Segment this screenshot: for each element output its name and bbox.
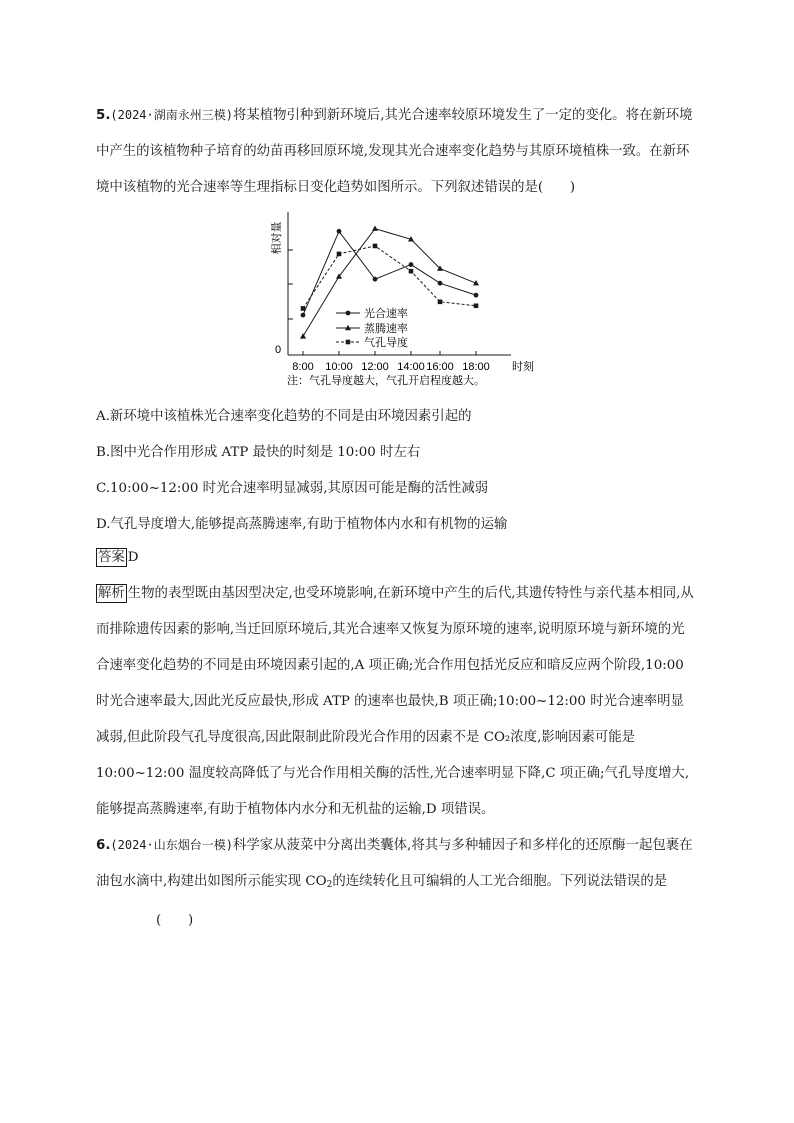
analysis-text: 生物的表型既由基因型决定,也受环境影响,在新环境中产生的后代,其遗传特性与亲代基本相同,从而排除遗传因素的影响,当迁回原环境后,其光合速率又恢复为原环境的速率,说明原环境与新环境的光合速率变化趋势的不同是由环境因素引起的,A 项正确;光合作用包括光反应和暗反应两个阶段,10:00 时光合速率最大,因此光反应最快,形成 ATP 的速率也最快,B 项正确;10:00~12:00 时光合速率明显减弱,但此阶段气孔导度很高,因此限制此阶段光合作用的因素不是 CO₂浓度,影响因素可能是 10:00~12:00 温度较高降低了与光合作用相关酶的活性,光合速率明显下降,C 项正确;气孔导度增大,能够提高蒸腾速率,有助于植物体内水分和无机盐的运输,D 项错误。 (96, 586, 694, 817)
option-d: D.气孔导度增大,能够提高蒸腾速率,有助于植物体内水和有机物的运输 (96, 517, 508, 532)
data-point-光合速率-16:00 (438, 281, 443, 286)
answer-value: D (127, 550, 139, 565)
option-a: A.新环境中该植株光合速率变化趋势的不同是由环境因素引起的 (96, 409, 472, 424)
legend-marker-气孔导度 (346, 340, 351, 345)
question-6-source: (2024·山东烟台一模) (110, 838, 233, 852)
data-point-光合速率-8:00 (301, 313, 306, 318)
data-point-蒸腾速率-12:00 (372, 225, 378, 230)
analysis-block (96, 576, 696, 828)
data-point-气孔导度-12:00 (373, 244, 378, 249)
x-tick-label-18:00: 18:00 (462, 361, 490, 373)
data-point-气孔导度-8:00 (301, 306, 306, 311)
series-line-蒸腾速率 (303, 229, 476, 337)
question-5-number: 5. (96, 108, 111, 123)
daily-variation-chart (268, 212, 534, 394)
x-tick-label-16:00: 16:00 (426, 361, 454, 373)
analysis-tag: 解析 (98, 586, 125, 601)
question-6-text-a: 科学家从菠菜中分离出类囊体,将其与多种辅因子和多样化的还原酶一起包裹在油包水滴中,构建出如图所示能实现 CO (96, 838, 693, 889)
data-point-光合速率-12:00 (373, 277, 378, 282)
chart-note: 注：气孔导度越大，气孔开启程度越大。 (287, 374, 485, 387)
data-point-蒸腾速率-8:00 (300, 333, 306, 338)
series-气孔导度 (301, 244, 479, 311)
x-tick-label-10:00: 10:00 (325, 361, 353, 373)
question-6-stem (96, 827, 696, 939)
question-6-subscript: 2 (326, 880, 333, 890)
option-c: C.10:00~12:00 时光合速率明显减弱,其原因可能是酶的活性减弱 (96, 481, 489, 496)
legend-label-气孔导度: 气孔导度 (364, 336, 408, 349)
data-point-气孔导度-14:00 (409, 269, 414, 274)
question-6-text-b: 的连续转化且可编辑的人工光合细胞。下列说法错误的是 (332, 874, 668, 889)
legend-label-蒸腾速率: 蒸腾速率 (364, 322, 408, 335)
chart-legend (336, 306, 408, 349)
x-tick-label-12:00: 12:00 (361, 361, 389, 373)
data-point-光合速率-14:00 (409, 262, 414, 267)
question-6-bracket: ( ) (156, 913, 194, 928)
question-6-number: 6. (96, 838, 111, 853)
x-axis-label: 时刻 (512, 361, 534, 373)
legend-label-光合速率: 光合速率 (364, 307, 408, 320)
question-5-text: 将某植物引种到新环境后,其光合速率较原环境发生了一定的变化。将在新环境中产生的该植物种子培育的幼苗再移回原环境,发现其光合速率变化趋势与其原环境植株一致。在新环境中该植物的光合速率等生理指标日变化趋势如图所示。下列叙述错误的是( ) (96, 108, 693, 195)
x-tick-label-8:00: 8:00 (292, 361, 314, 373)
question-5-source: (2024·湖南永州三模) (110, 108, 233, 122)
origin-label: 0 (274, 344, 282, 356)
y-axis-label: 相对量 (271, 221, 283, 255)
legend-marker-光合速率 (346, 311, 351, 316)
x-tick-label-14:00: 14:00 (397, 361, 425, 373)
answer-tag: 答案 (98, 550, 125, 565)
answer-line (96, 548, 139, 567)
data-point-光合速率-18:00 (474, 293, 479, 298)
option-b: B.图中光合作用形成 ATP 最快的时刻是 10:00 时左右 (96, 445, 421, 460)
data-point-气孔导度-18:00 (474, 303, 479, 308)
data-point-光合速率-10:00 (337, 229, 342, 234)
series-line-光合速率 (303, 231, 476, 315)
question-5-stem (96, 97, 696, 206)
data-point-气孔导度-16:00 (438, 300, 443, 305)
data-point-气孔导度-10:00 (337, 252, 342, 257)
